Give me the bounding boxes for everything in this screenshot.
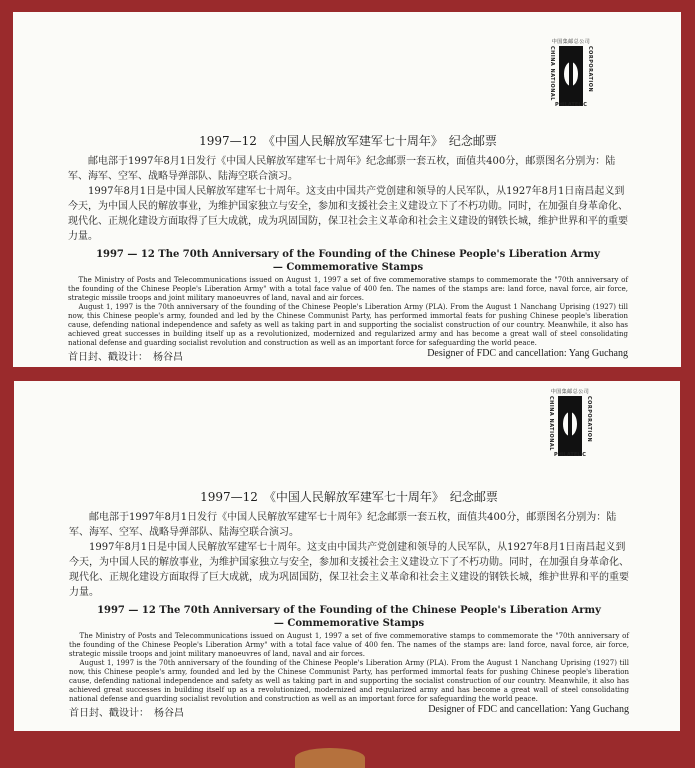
title-en: 1997 — 12 The 70th Anniversary of the Founding of the Chinese People's Liberation Army [96,249,600,260]
logo-bottom: PHILATELIC [554,452,586,458]
logo-side-right: CORPORATION [587,46,593,93]
paragraph-cn-2: 1997年8月1日是中国人民解放军建军七十周年。这支由中国共产党创建和领导的人民军队，从1927年8月1日南昌起义到今天，为中国人民的解放事业，为维护国家独立与安全，参加和支援社会主义建设立下了不朽功勋。同时，在加强自身革命化、现代化、正规化建设方面取得了巨大成就，成为巩固国防，保卫社会主义革命和社会主义建设的钢铁长城，维护世界和平的重要力量。 [69,542,629,598]
footer-designer-cn: 首日封、戳设计： 杨谷昌 [69,708,184,719]
philatelic-corporation-logo [544,388,596,460]
subtitle-en: — Commemorative Stamps [272,262,424,273]
title-en: 1997 — 12 The 70th Anniversary of the Founding of the Chinese People's Liberation Army [97,605,601,616]
title-cn: 1997—12 《中国人民解放军建军七十周年》 纪念邮票 [199,134,497,148]
logo-bottom: PHILATELIC [555,102,587,108]
philatelic-corporation-logo [545,38,597,110]
cover-insert-top [13,12,681,367]
document-body [68,132,628,348]
logo-company-cn: 中国集邮总公司 [551,39,591,45]
cover-insert-bottom [14,381,680,731]
footer-designer-en: Designer of FDC and cancellation: Yang Guchang [427,348,628,359]
paragraph-cn-1: 邮电部于1997年8月1日发行《中国人民解放军建军七十周年》纪念邮票一套五枚，面值共400分，邮票图名分别为：陆军、海军、空军、战略导弹部队、陆海空联合演习。 [69,512,617,538]
document-body [69,488,629,704]
logo-side-right: CORPORATION [586,396,592,443]
paragraph-en-2: August 1, 1997 is the 70th anniversary of the founding of the Chinese People's Liberation Army (PLA). From the August 1 Nanchang Uprising (1927) till now, this Chinese people's army, founded and led by the Chinese Communist Party, has performed immortal feats for pushing Chinese people's liberation cause, defending national independence and safety as well as taking part in and supporting the socialist construction of our country. Meanwhile, it also has achieved great successes in building itself up as a revolutionized, modernized and regularized army and has become a great wall of steel consolidating national defense and guarding socialist revolution and construction as well as an important force for safeguarding the world peace. [69,659,629,703]
logo-side-left: CHINA NATIONAL [548,396,554,451]
title-cn: 1997—12 《中国人民解放军建军七十周年》 纪念邮票 [200,490,498,504]
paragraph-en-1: The Ministry of Posts and Telecommunications issued on August 1, 1997 a set of five commemorative stamps to commemorate the "70th anniversary of the founding of the Chinese People's Liberation Army" with a total face value of 400 fen. The names of the stamps are: land force, naval force, air force, strategic missile troops and joint military manoeuvres of land, naval and air forces. [69,632,629,658]
emblem-icon [558,396,582,456]
paragraph-en-2: August 1, 1997 is the 70th anniversary of the founding of the Chinese People's Liberation Army (PLA). From the August 1 Nanchang Uprising (1927) till now, this Chinese people's army, founded and led by the Chinese Communist Party, has performed immortal feats for pushing Chinese people's liberation cause, defending national independence and safety as well as taking part in and supporting the socialist construction of our country. Meanwhile, it also has achieved great successes in building itself up as a revolutionized, modernized and regularized army and has become a great wall of steel consolidating national defense and guarding socialist revolution and construction as well as an important force for safeguarding the world peace. [68,303,628,347]
paragraph-en-1: The Ministry of Posts and Telecommunications issued on August 1, 1997 a set of five commemorative stamps to commemorate the "70th anniversary of the founding of the Chinese People's Liberation Army" with a total face value of 400 fen. The names of the stamps are: land force, naval force, air force, strategic missile troops and joint military manoeuvres of land, naval and air forces. [68,276,628,302]
paragraph-cn-1: 邮电部于1997年8月1日发行《中国人民解放军建军七十周年》纪念邮票一套五枚，面值共400分，邮票图名分别为：陆军、海军、空军、战略导弹部队、陆海空联合演习。 [68,156,616,182]
footer-designer-en: Designer of FDC and cancellation: Yang Guchang [428,704,629,715]
envelope-flap [295,748,365,768]
footer-designer-cn: 首日封、戳设计： 杨谷昌 [68,352,183,363]
paragraph-cn-2: 1997年8月1日是中国人民解放军建军七十周年。这支由中国共产党创建和领导的人民军队，从1927年8月1日南昌起义到今天，为中国人民的解放事业，为维护国家独立与安全，参加和支援社会主义建设立下了不朽功勋。同时，在加强自身革命化、现代化、正规化建设方面取得了巨大成就，成为巩固国防，保卫社会主义革命和社会主义建设的钢铁长城，维护世界和平的重要力量。 [68,186,628,242]
logo-side-left: CHINA NATIONAL [549,46,555,101]
subtitle-en: — Commemorative Stamps [273,618,425,629]
logo-company-cn: 中国集邮总公司 [550,389,590,395]
emblem-icon [559,46,583,106]
